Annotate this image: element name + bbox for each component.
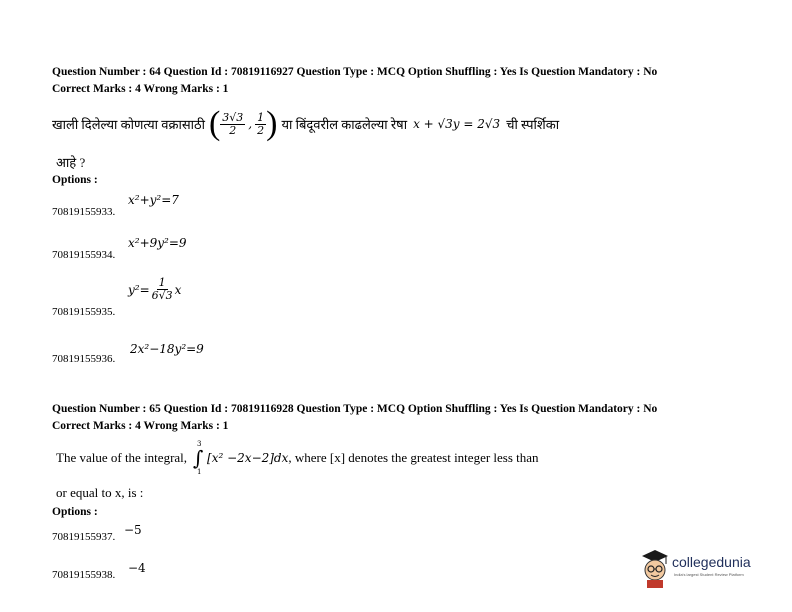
q64-question-text xyxy=(52,104,559,144)
logo-tagline: India's largest Student Review Platform xyxy=(674,572,744,577)
q65-question-line2: or equal to x, is : xyxy=(56,485,144,500)
q65-option-2-id[interactable]: 70819155938. xyxy=(52,569,116,581)
q65-integrand: [x² −2x−2]dx xyxy=(207,451,289,465)
q64-option-3-num: 1 xyxy=(158,276,166,289)
q64-option-4-id[interactable]: 70819155936. xyxy=(52,353,116,365)
q65-text-after: , where [x] denotes the greatest integer less than xyxy=(288,450,539,465)
comma: , xyxy=(248,117,253,131)
q64-option-3-formula xyxy=(128,277,181,302)
q64-header-line1: Question Number : 64 Question Id : 70819116927 Question Type : MCQ Option Shuffling : Yes Is Question Mandatory : No xyxy=(52,66,658,78)
collegedunia-logo xyxy=(638,548,778,588)
point-y-den: 2 xyxy=(257,123,265,137)
mascot-icon xyxy=(638,548,672,588)
point-x-den: 2 xyxy=(229,123,237,137)
q64-option-3-id[interactable]: 70819155935. xyxy=(52,306,116,318)
integral-lower-limit: 1 xyxy=(197,468,202,476)
integral-sign xyxy=(193,440,207,476)
q64-text-before: खाली दिलेल्या कोणत्या वक्रासाठी xyxy=(52,117,205,132)
q65-question-text xyxy=(56,440,539,476)
q64-question-line2: आहे ? xyxy=(56,155,86,170)
point-y-num: 1 xyxy=(257,110,265,124)
q64-option-4-formula: 2x²−18y²=9 xyxy=(130,342,204,356)
q64-option-3-fraction xyxy=(150,277,175,302)
right-paren: ) xyxy=(266,105,278,142)
q65-option-1-formula: −5 xyxy=(124,523,142,537)
q65-option-1-id[interactable]: 70819155937. xyxy=(52,531,116,543)
q64-option-1-formula: x²+y²=7 xyxy=(128,193,179,207)
point-x-fraction xyxy=(220,112,245,137)
q64-text-end: ची स्पर्शिका xyxy=(506,117,560,132)
q64-option-1-id[interactable]: 70819155933. xyxy=(52,206,116,218)
q64-option-2-id[interactable]: 70819155934. xyxy=(52,249,116,261)
q64-text-after: या बिंदूवरील काढलेल्या रेषा xyxy=(281,117,408,132)
q65-header-line2: Correct Marks : 4 Wrong Marks : 1 xyxy=(52,420,229,432)
q64-option-3-lhs: y²= xyxy=(128,282,150,297)
q65-header-line1: Question Number : 65 Question Id : 70819116928 Question Type : MCQ Option Shuffling : Yes Is Question Mandatory : No xyxy=(52,403,658,415)
q65-option-2-formula: −4 xyxy=(128,561,146,575)
q64-option-3-den: 6√3 xyxy=(151,289,173,302)
integral-upper-limit: 3 xyxy=(197,440,202,448)
integral-symbol: ∫ xyxy=(193,446,204,470)
q64-option-3-rhs: x xyxy=(174,282,182,297)
q65-options-label: Options : xyxy=(52,506,98,518)
point-x-num: 3√3 xyxy=(222,110,244,124)
q64-options-label: Options : xyxy=(52,174,98,186)
q64-line-equation: x + √3y = 2√3 xyxy=(413,117,501,131)
q64-option-2-formula: x²+9y²=9 xyxy=(128,236,187,250)
left-paren: ( xyxy=(208,105,221,142)
q65-text-before: The value of the integral, xyxy=(56,450,188,465)
logo-brand: collegedunia xyxy=(672,554,751,570)
q64-header-line2: Correct Marks : 4 Wrong Marks : 1 xyxy=(52,83,229,95)
point-y-fraction xyxy=(255,112,266,137)
